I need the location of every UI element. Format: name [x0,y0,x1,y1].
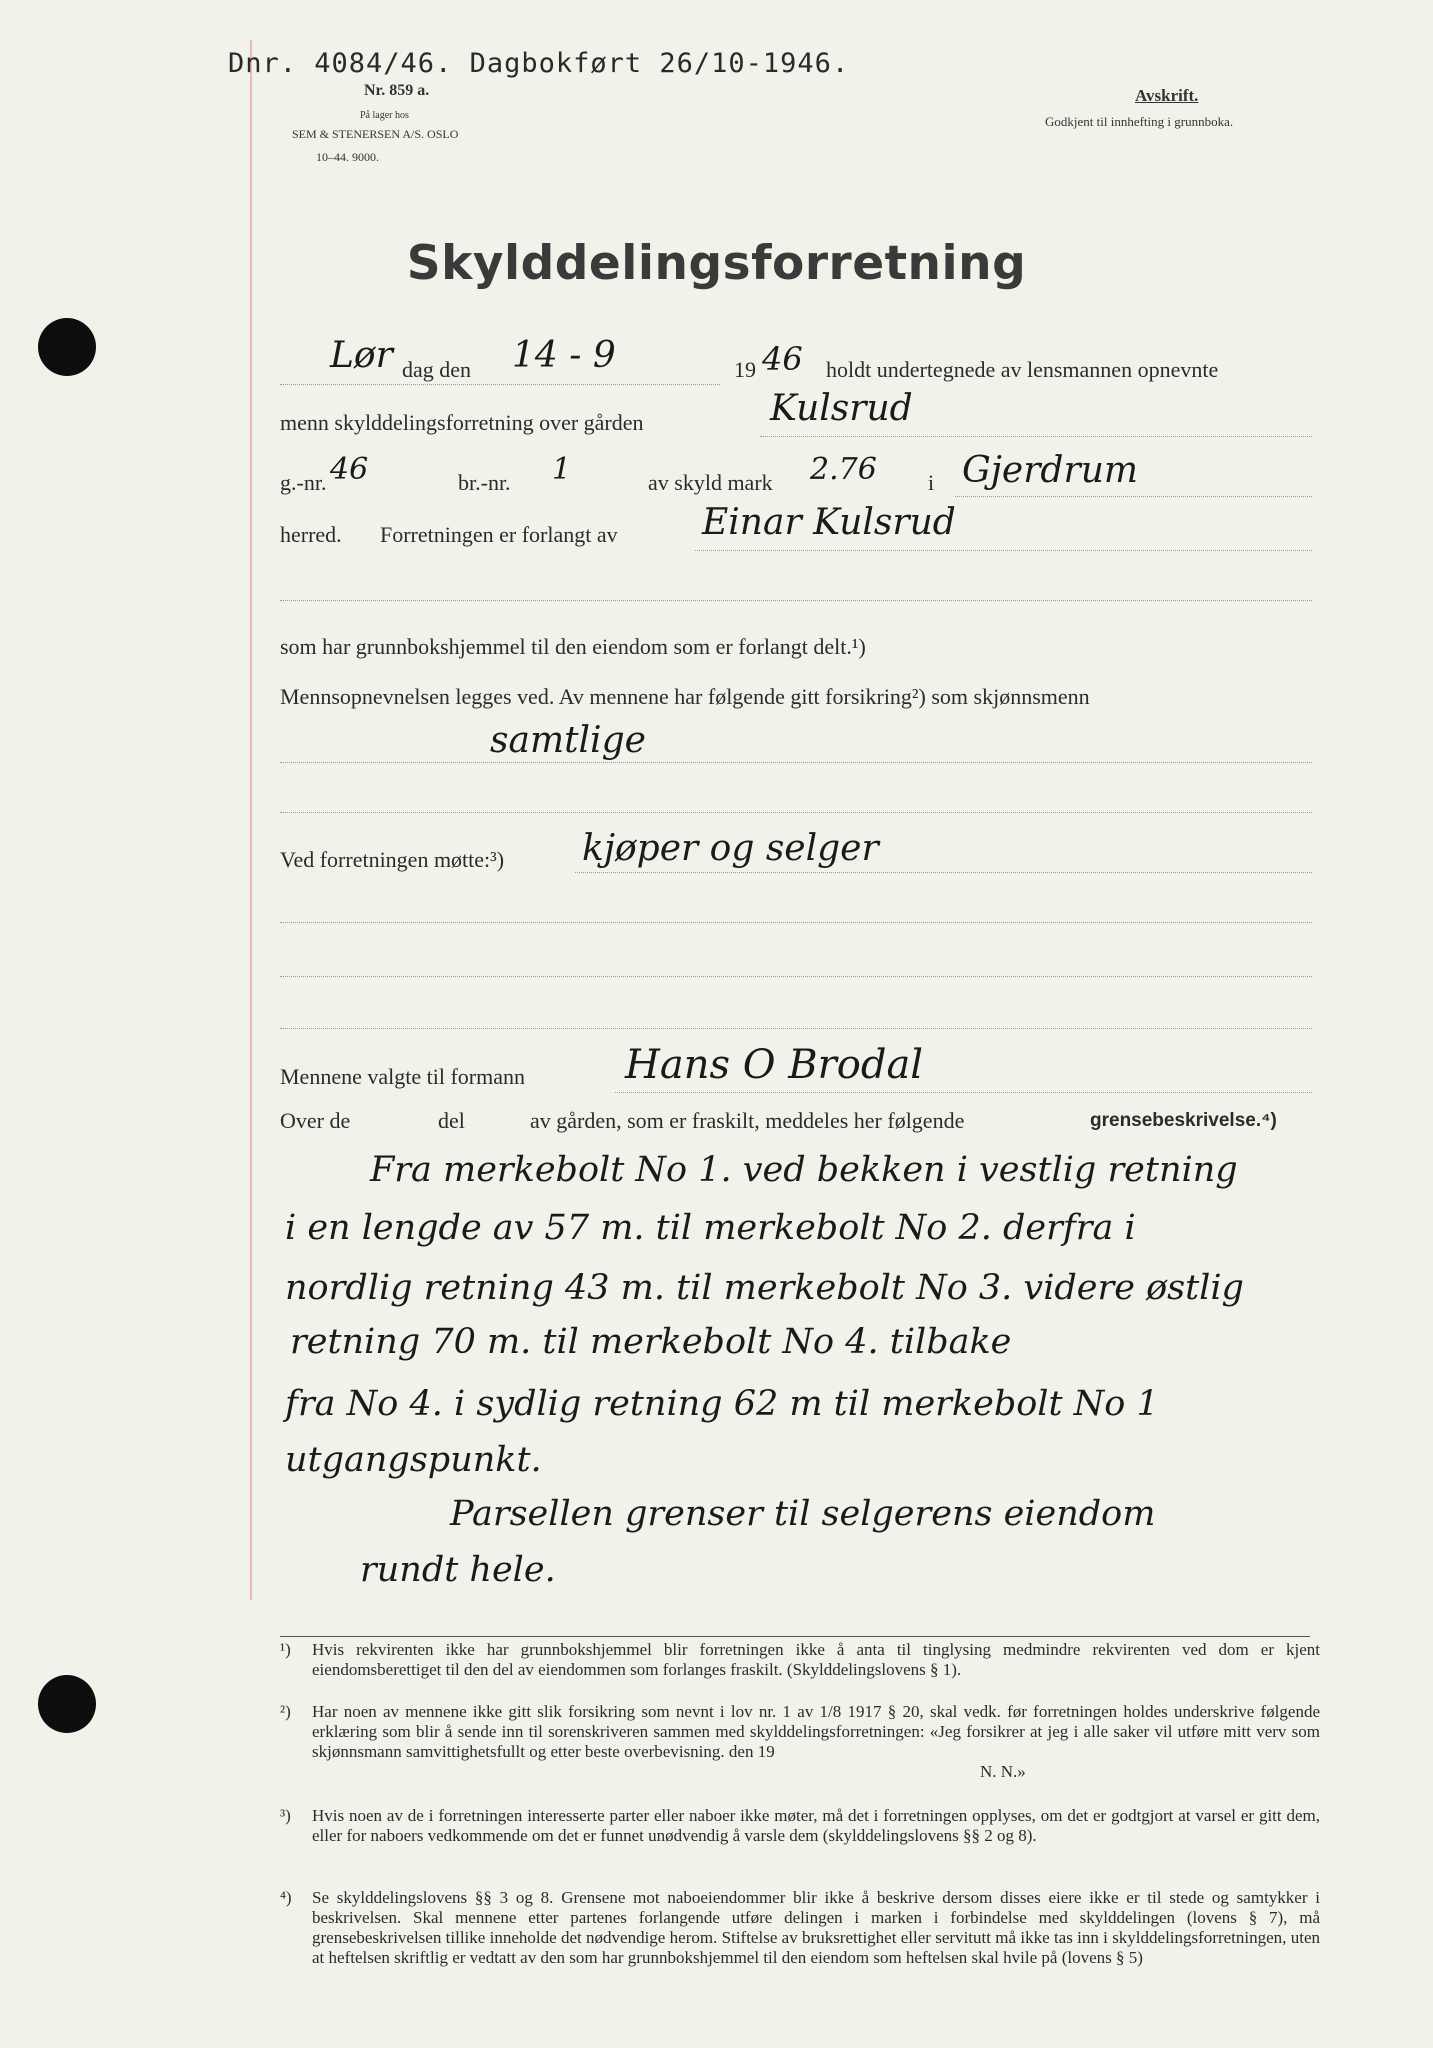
hw-date: 14 - 9 [512,335,616,376]
hw-motte: kjøper og selger [582,828,879,869]
footnote-2 [280,1702,1320,1782]
fill-line-blank-4 [280,976,1312,977]
footnote-3 [280,1806,1320,1846]
label-i: i [928,470,935,495]
label-del: del [438,1108,465,1133]
label-skyld: av skyld mark [648,470,773,495]
hw-brnr: 1 [552,452,572,487]
hw-description-line-2: i en lengde av 57 m. til merkebolt No 2. derfra i [285,1208,1136,1248]
label-forlangt: Forretningen er forlangt av [380,522,618,547]
footnote-4-number: ⁴) [280,1888,292,1907]
label-over-de: Over de [280,1108,351,1133]
document-title: Skylddelingsforretning [406,236,1027,291]
label-herred: herred. [280,522,342,547]
hw-description-line-6: utgangspunkt. [285,1440,542,1480]
hw-herred: Gjerdrum [962,450,1139,491]
label-grensebeskrivelse: grensebeskrivelse.⁴) [1090,1110,1277,1131]
footnote-1-number: ¹) [280,1640,291,1659]
hw-requester: Einar Kulsrud [702,502,956,543]
footnote-4 [280,1888,1320,1968]
fill-line-requester [695,550,1312,551]
text-hjemmel: som har grunnbokshjemmel til den eiendom som er forlangt delt.¹) [280,634,866,659]
approval-note: Godkjent til innhefting i grunnboka. [1045,114,1234,129]
label-year-prefix: 19 [734,357,756,382]
fill-line-blank-2 [280,812,1312,813]
label-formann: Mennene valgte til formann [280,1064,525,1089]
fill-line-farm [760,436,1312,437]
typed-register-line: Dnr. 4084/46. Dagbokført 26/10-1946. [228,48,850,79]
footnote-divider [280,1636,1310,1637]
label-holdt: holdt undertegnede av lensmannen opnevnte [826,357,1219,382]
hw-gnr: 46 [330,452,369,487]
footnote-1 [280,1640,1320,1680]
punch-hole-top [38,318,96,376]
fill-line-blank-3 [280,922,1312,923]
hw-formann: Hans O Brodal [625,1042,924,1088]
footnote-4-text: Se skylddelingslovens §§ 3 og 8. Grensene mot naboeiendommer blir ikke å beskrive dersom disses eiere ikke er til stede og samtykker i beskrivelsen. Skal mennene etter partenes forlangende utføre delingen i marken i forbindelse med skylddelingen (lovens § 7), må grensebeskrivelsen tillike inneholde det nødvendige herom. Stiftelse av bruksrettighet eller servitutt må ikke tas inn i skylddelingsforretningen, uten at heftelsen skriftlig er vedtatt av den som har grunnbokshjemmel til den eiendom som heftelsen skal hvile på (lovens § 5) [312,1888,1320,1967]
publisher-line-1: På lager hos [360,110,409,121]
footnote-1-text: Hvis rekvirenten ikke har grunnbokshjemmel blir forretningen ikke å anta til tinglysing medmindre rekvirenten ved dom er kjent eiendomsberettiget til den del av eiendommen som forlanges fraskilt. (Skylddelingslovens § 1). [312,1640,1320,1679]
label-gnr: g.-nr. [280,470,327,495]
fill-line-blank-5 [280,1028,1312,1029]
footnote-2-signature: N. N.» [980,1762,1026,1781]
footnote-3-text: Hvis noen av de i forretningen interesserte parter eller naboer ikke møter, må det i forretningen opplyses, om det er godtgjort at varsel er gitt dem, eller for naboers vedkommende om det er funnet unødvendig å varsle dem (skylddelingslovens §§ 2 og 8). [312,1806,1320,1845]
hw-skyld: 2.76 [810,452,877,487]
fill-line-formann [615,1092,1312,1093]
publisher-line-2: SEM & STENERSEN A/S. OSLO [292,127,459,141]
fill-line-skjonnsmenn [280,762,1312,763]
fill-line-date [280,384,720,385]
hw-description-line-5: fra No 4. i sydlig retning 62 m til merkebolt No 1 [285,1384,1159,1424]
hw-description-line-1: Fra merkebolt No 1. ved bekken i vestlig retning [370,1150,1238,1190]
hw-farm: Kulsrud [770,388,913,429]
fill-line-motte [575,872,1312,873]
text-av-garden: av gården, som er fraskilt, meddeles her følgende [530,1108,965,1133]
punch-hole-bottom [38,1675,96,1733]
fill-line-blank-1 [280,600,1312,601]
text-mennsopnevnelsen: Mennsopnevnelsen legges ved. Av mennene har følgende gitt forsikring²) som skjønnsmenn [280,684,1090,709]
footnote-2-text: Har noen av mennene ikke gitt slik forsikring som nevnt i lov nr. 1 av 1/8 1917 § 20, skal vedk. før forretningen holdes underskrive følgende erklæring som blir å sende inn til sorenskriveren sammen med skylddelingsforretningen: «Jeg forsikrer at jeg i alle saker vil utføre mitt verv som skjønnsmann samvittighetsfullt og etter beste overbevisning. den 19 [312,1702,1320,1761]
fill-line-herred [955,496,1312,497]
hw-skjonnsmenn: samtlige [490,720,646,761]
hw-description-line-8: rundt hele. [360,1550,556,1590]
footnote-2-number: ²) [280,1702,291,1721]
label-motte: Ved forretningen møtte:³) [280,847,505,872]
print-code: 10–44. 9000. [316,150,379,164]
hw-description-line-3: nordlig retning 43 m. til merkebolt No 3. videre østlig [285,1268,1244,1308]
label-brnr: br.-nr. [458,470,511,495]
label-skylddeling-over: menn skylddelingsforretning over gården [280,410,644,435]
hw-weekday: Lør [330,335,393,376]
hw-description-line-4: retning 70 m. til merkebolt No 4. tilbake [290,1322,1012,1362]
copy-label: Avskrift. [1135,86,1199,105]
label-dag-den: dag den [402,357,472,382]
hw-year: 46 [762,340,803,378]
footnote-3-number: ³) [280,1806,291,1825]
form-number: Nr. 859 a. [364,82,430,99]
hw-description-line-7: Parsellen grenser til selgerens eiendom [450,1494,1156,1534]
